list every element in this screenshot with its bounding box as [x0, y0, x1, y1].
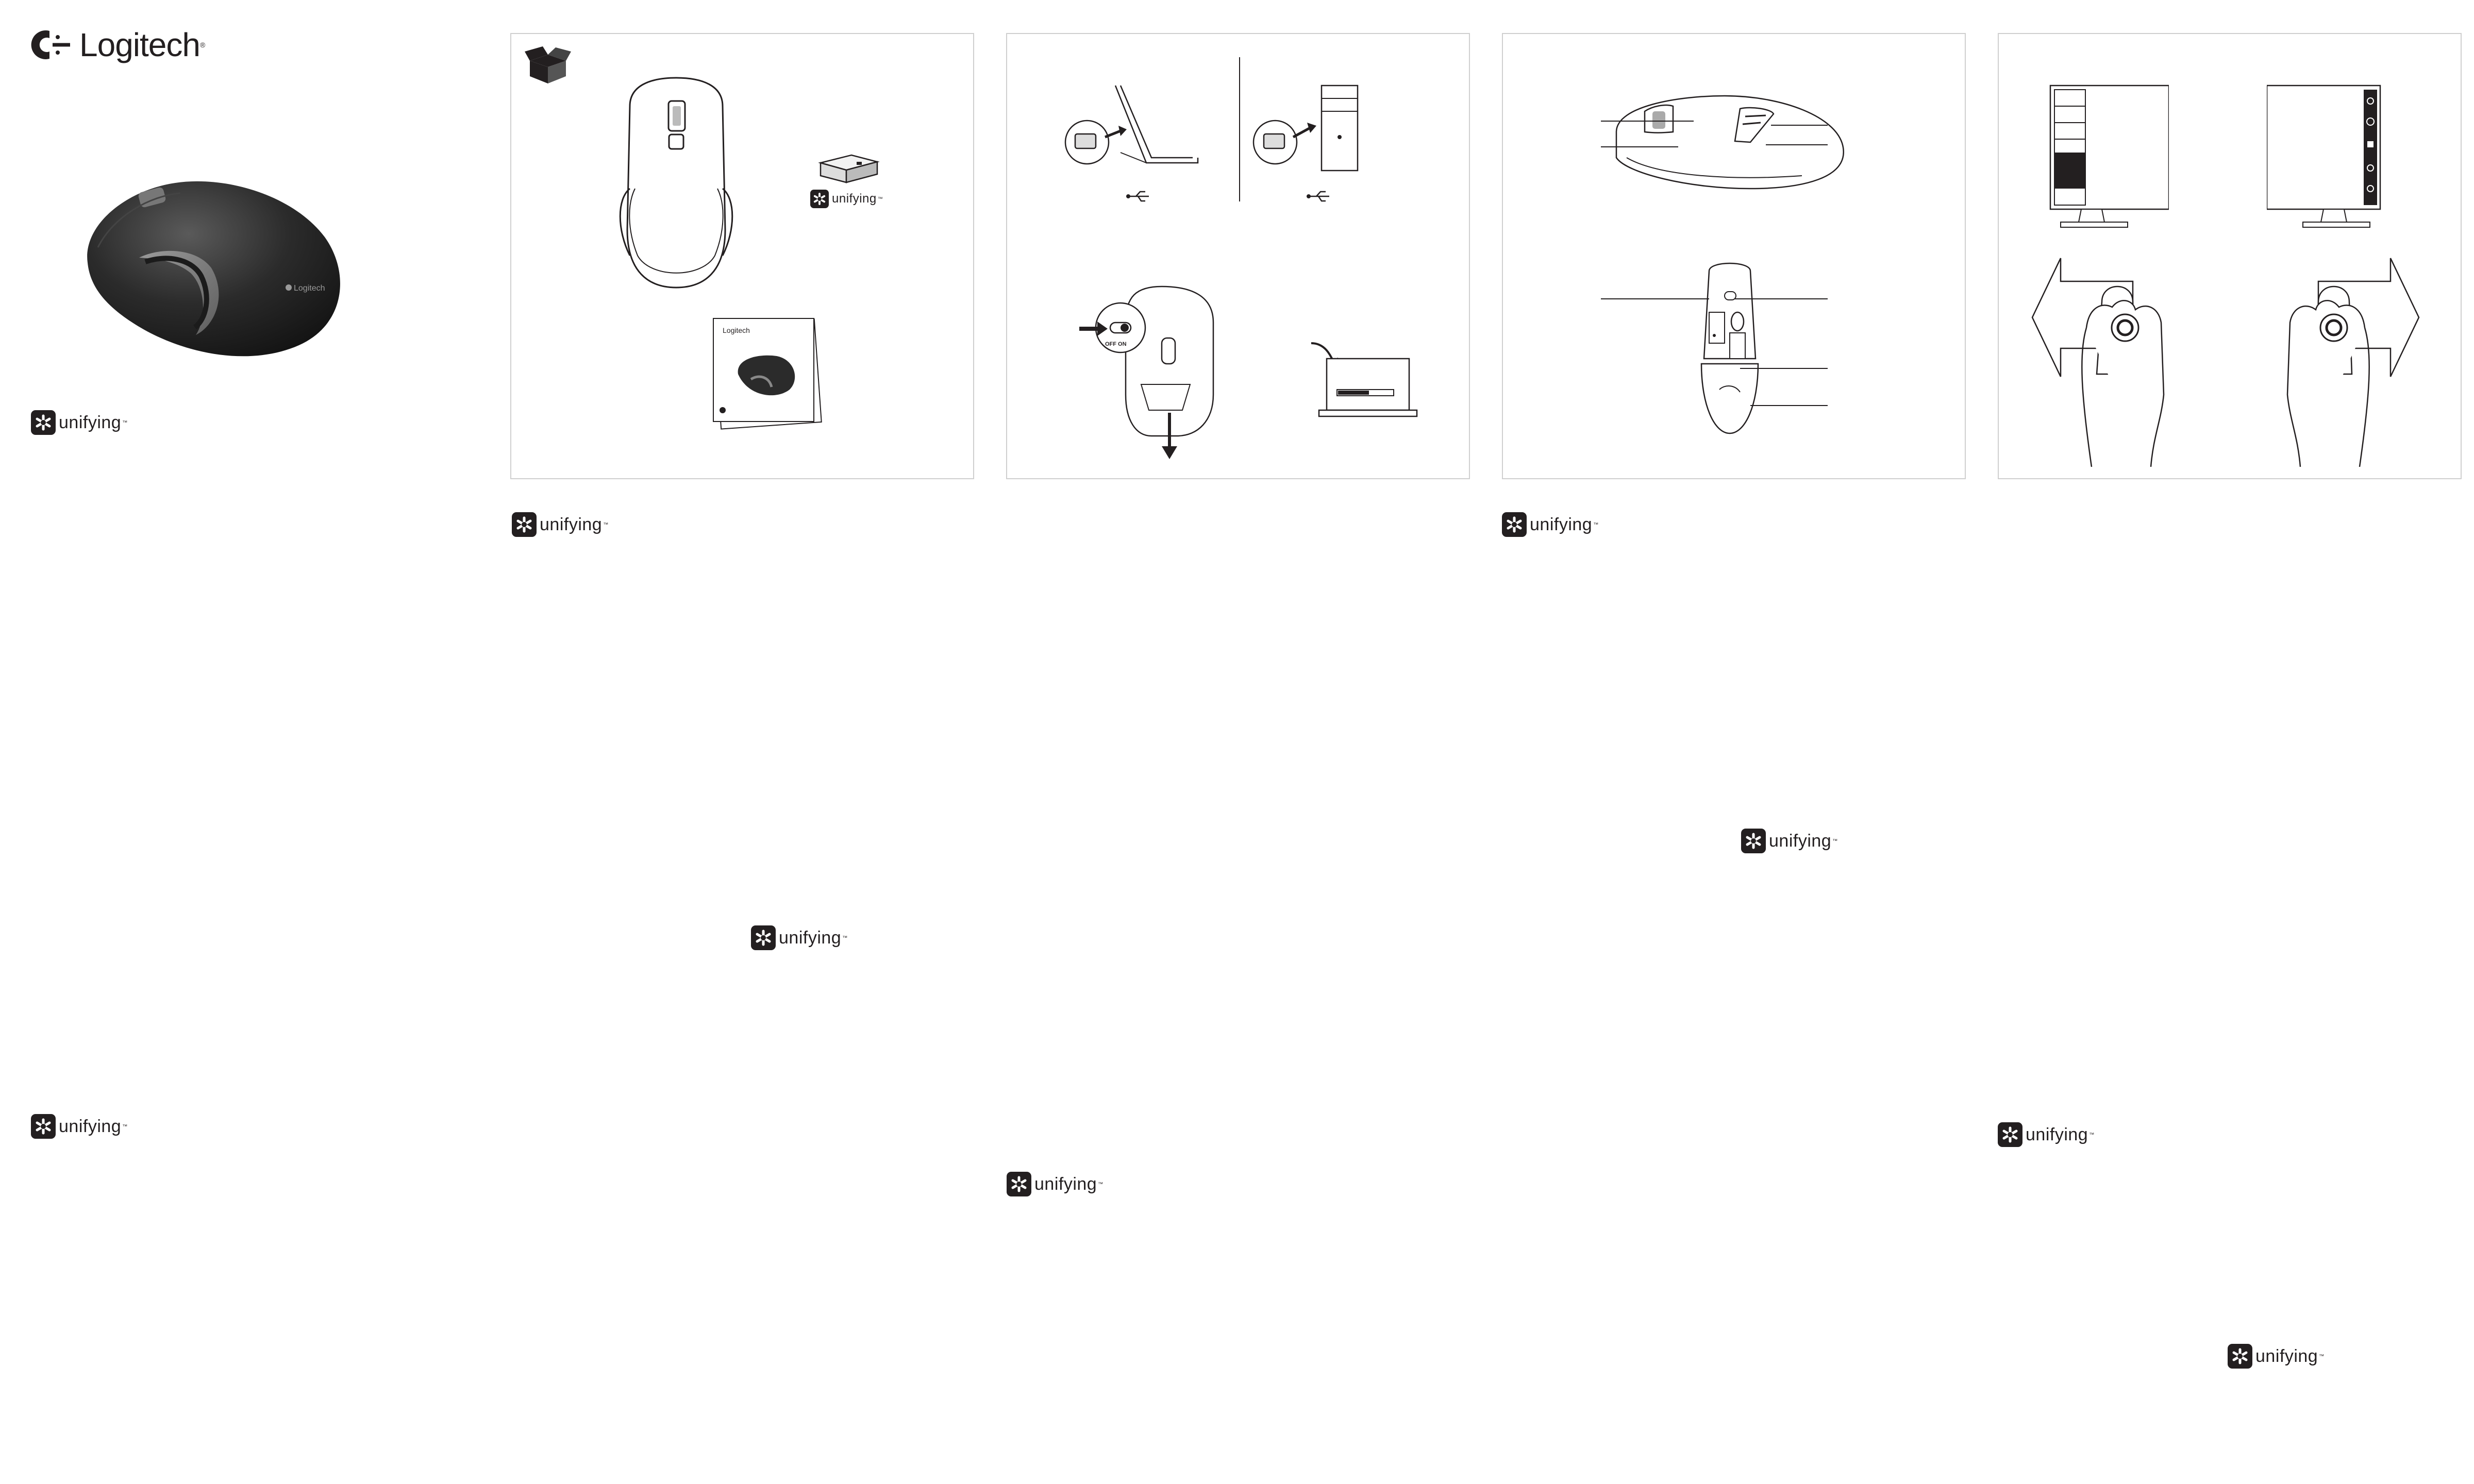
hand-swipe-left-drawing — [2030, 250, 2195, 467]
unifying-label: unifying — [1530, 514, 1593, 534]
unifying-label: unifying — [540, 514, 603, 534]
unifying-logo-icon — [810, 190, 829, 208]
unifying-label: unifying — [59, 1116, 122, 1136]
unifying-logo-cover: unifying ™ — [31, 409, 127, 436]
unifying-logo-icon — [1998, 1122, 2022, 1147]
unifying-label: unifying — [832, 192, 877, 206]
unifying-logo-icon — [31, 410, 56, 435]
mouse-photo-brand: Logitech — [294, 284, 325, 293]
booklet-drawing — [707, 312, 826, 431]
unifying-logo-icon — [2228, 1344, 2252, 1369]
monitor-right-drawing — [2267, 80, 2391, 235]
callout-line-left-2 — [1601, 146, 1678, 147]
laptop-progress-drawing — [1306, 333, 1419, 420]
unifying-logo-mid-left: unifying ™ — [751, 924, 847, 951]
unifying-logo-bottom-right: unifying ™ — [2228, 1343, 2324, 1370]
unifying-logo-icon — [31, 1114, 56, 1139]
mouse-power-switch-drawing — [1074, 281, 1239, 467]
logitech-logo-icon — [30, 27, 76, 63]
panel-features — [1502, 33, 1966, 479]
usb-receiver-icon — [815, 147, 882, 183]
box-icon — [525, 45, 571, 87]
logitech-wordmark: Logitech — [79, 26, 200, 63]
unifying-logo-mid-right: unifying ™ — [1741, 828, 1837, 854]
mouse-bottom-view-drawing — [1699, 256, 1761, 441]
callout-line-switch — [1735, 298, 1828, 299]
unifying-label: unifying — [59, 412, 122, 432]
unifying-logo-panel2-lower: unifying ™ — [1007, 1171, 1103, 1198]
unifying-label: unifying — [1769, 831, 1832, 851]
mouse-side-view-drawing — [1596, 86, 1853, 194]
callout-line-left-1 — [1601, 121, 1694, 122]
panel-gestures — [1998, 33, 2462, 479]
switch-label: OFF ON — [1105, 341, 1127, 347]
monitor-left-drawing — [2045, 80, 2169, 235]
panel-box-contents — [510, 33, 974, 479]
unifying-logo-panel1-bottom: unifying ™ — [512, 511, 608, 538]
logitech-logo — [30, 26, 205, 64]
mouse-product-photo — [77, 170, 356, 361]
unifying-label: unifying — [779, 927, 842, 948]
panel-connect — [1006, 33, 1470, 479]
unifying-logo-icon — [751, 925, 776, 950]
unifying-logo-icon — [1741, 829, 1766, 853]
desktop-tower-usb-drawing — [1249, 80, 1383, 194]
callout-line-power — [1601, 298, 1709, 299]
unifying-logo-receiver: unifying ™ — [810, 189, 883, 209]
callout-line-receiver — [1740, 368, 1828, 369]
unifying-logo-icon — [1502, 512, 1527, 537]
unifying-logo-icon — [512, 512, 537, 537]
panel-divider — [1239, 57, 1240, 201]
unifying-logo-panel3-bottom: unifying ™ — [1502, 511, 1598, 538]
callout-line-right-1 — [1771, 125, 1828, 126]
callout-line-battery — [1750, 405, 1828, 406]
booklet-brand: Logitech — [723, 326, 750, 334]
unifying-label: unifying — [2255, 1346, 2318, 1366]
unifying-label: unifying — [2026, 1124, 2088, 1144]
unifying-label: unifying — [1034, 1174, 1097, 1194]
unifying-logo-icon — [1007, 1172, 1031, 1196]
laptop-usb-drawing — [1064, 80, 1218, 194]
unifying-logo-panel4-lower: unifying ™ — [1998, 1121, 2094, 1148]
hand-swipe-right-drawing — [2256, 250, 2421, 467]
usb-symbol-icon — [1306, 189, 1332, 204]
unifying-logo-left-lower: unifying ™ — [31, 1113, 127, 1140]
mouse-top-view-drawing — [614, 75, 738, 292]
usb-symbol-icon — [1126, 189, 1151, 204]
registered-mark: ® — [199, 41, 206, 49]
callout-line-right-2 — [1766, 144, 1828, 145]
